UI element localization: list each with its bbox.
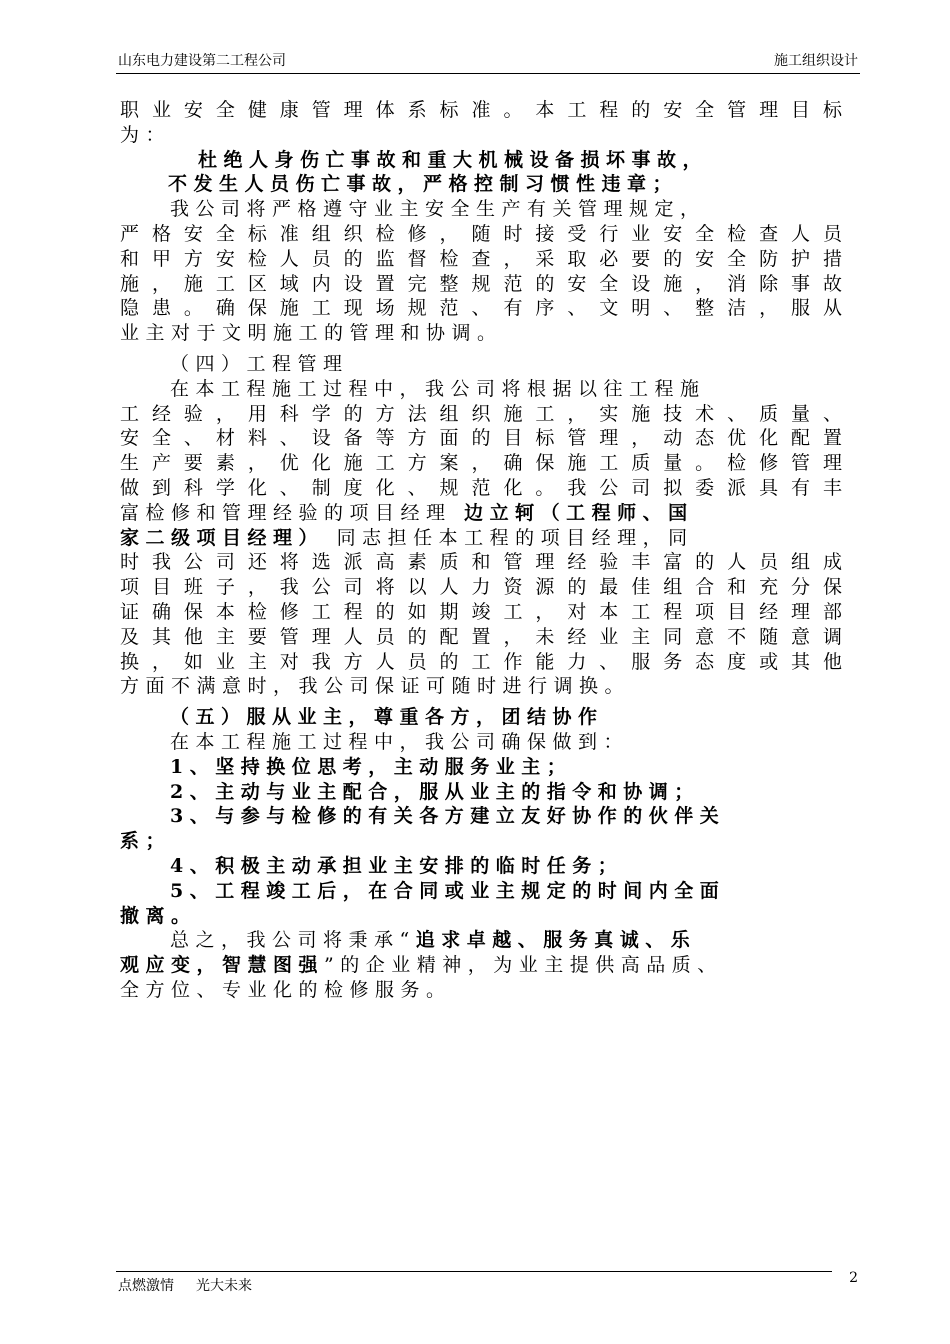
body-line: 证确保本检修工程的如期竣工，对本工程项目经理部 — [120, 600, 842, 623]
company-spirit: 观应变，智慧图强 — [120, 954, 325, 977]
footer-slogan-part: 光大未来 — [196, 1278, 252, 1294]
section-heading-4: （四）工程管理 — [170, 352, 349, 375]
document-body — [120, 98, 860, 1003]
body-line: 施，施工区域内设置完整规范的安全设施，消除事故 — [120, 272, 842, 295]
body-line — [120, 526, 860, 551]
body-line: 生产要素，优化施工方案，确保施工质量。检修管理 — [120, 452, 842, 475]
commitment-item: 4、积极主动承担业主安排的临时任务； — [170, 854, 624, 877]
body-text: ”的企业精神，为业主提供高品质、 — [324, 954, 723, 977]
commitment-item: 1、坚持换位思考，主动服务业主； — [170, 755, 573, 778]
company-spirit: 追求卓越、服务真诚、乐 — [415, 929, 697, 952]
commitment-item: 撤离。 — [120, 904, 197, 927]
body-line — [120, 501, 860, 526]
commitment-item: 系； — [120, 830, 172, 853]
body-line: 隐患。确保施工现场规范、有序、文明、整洁，服从 — [120, 297, 842, 320]
commitment-item: 2、主动与业主配合，服从业主的指令和协调； — [170, 780, 700, 803]
safety-goal-line: 杜绝人身伤亡事故和重大机械设备损坏事故， — [198, 148, 709, 171]
body-line: 严格安全标准组织检修，随时接受行业安全检查人员 — [120, 222, 842, 245]
body-text: 富检修和管理经验的项目经理 — [120, 501, 452, 524]
header-doc-title: 施工组织设计 — [774, 53, 858, 69]
commitment-item: 5、工程竣工后，在合同或业主规定的时间内全面 — [170, 879, 726, 902]
footer-slogan — [118, 1275, 252, 1295]
body-line: 我公司将严格遵守业主安全生产有关管理规定， — [170, 198, 706, 221]
page-number: 2 — [849, 1270, 858, 1286]
section-heading-5: （五）服从业主，尊重各方，团结协作 — [170, 706, 604, 729]
body-line — [120, 928, 860, 953]
project-manager-title: 家二级项目经理） — [120, 526, 325, 549]
body-line: 和甲方安检人员的监督检查，采取必要的安全防护措 — [120, 247, 842, 270]
header-company: 山东电力建设第二工程公司 — [118, 53, 286, 69]
body-line: 在本工程施工过程中，我公司确保做到： — [170, 730, 630, 753]
body-line — [120, 953, 860, 978]
body-line: 安全、材料、设备等方面的目标管理，动态优化配置 — [120, 427, 842, 450]
body-line: 职业安全健康管理体系标准。本工程的安全管理目标 — [120, 99, 842, 121]
body-line: 方面不满意时，我公司保证可随时进行调换。 — [120, 675, 631, 698]
project-manager-name: 边立轲（工程师、国 — [464, 501, 694, 524]
body-text: 同志担任本工程的项目经理，同 — [336, 526, 694, 549]
header-divider — [116, 73, 860, 74]
footer-slogan-part: 点燃激情 — [118, 1278, 174, 1294]
body-line: 全方位、专业化的检修服务。 — [120, 978, 452, 1001]
body-text: 总之，我公司将秉承“ — [170, 929, 416, 952]
body-line: 工经验，用科学的方法组织施工，实施技术、质量、 — [120, 402, 842, 425]
safety-goal-line: 不发生人员伤亡事故，严格控制习惯性违章； — [168, 173, 679, 196]
body-line: 做到科学化、制度化、规范化。我公司拟委派具有丰 — [120, 476, 842, 499]
body-line: 在本工程施工过程中，我公司将根据以往工程施 — [170, 377, 706, 400]
footer-divider — [116, 1271, 832, 1272]
body-line: 时我公司还将选派高素质和管理经验丰富的人员组成 — [120, 551, 842, 574]
body-line: 项目班子，我公司将以人力资源的最佳组合和充分保 — [120, 576, 842, 599]
body-line: 及其他主要管理人员的配置，未经业主同意不随意调 — [120, 625, 842, 648]
body-line: 为： — [120, 123, 172, 146]
body-line: 换，如业主对我方人员的工作能力、服务态度或其他 — [120, 650, 842, 673]
commitment-item: 3、与参与检修的有关各方建立友好协作的伙伴关 — [170, 805, 726, 828]
body-line: 业主对于文明施工的管理和协调。 — [120, 322, 503, 345]
